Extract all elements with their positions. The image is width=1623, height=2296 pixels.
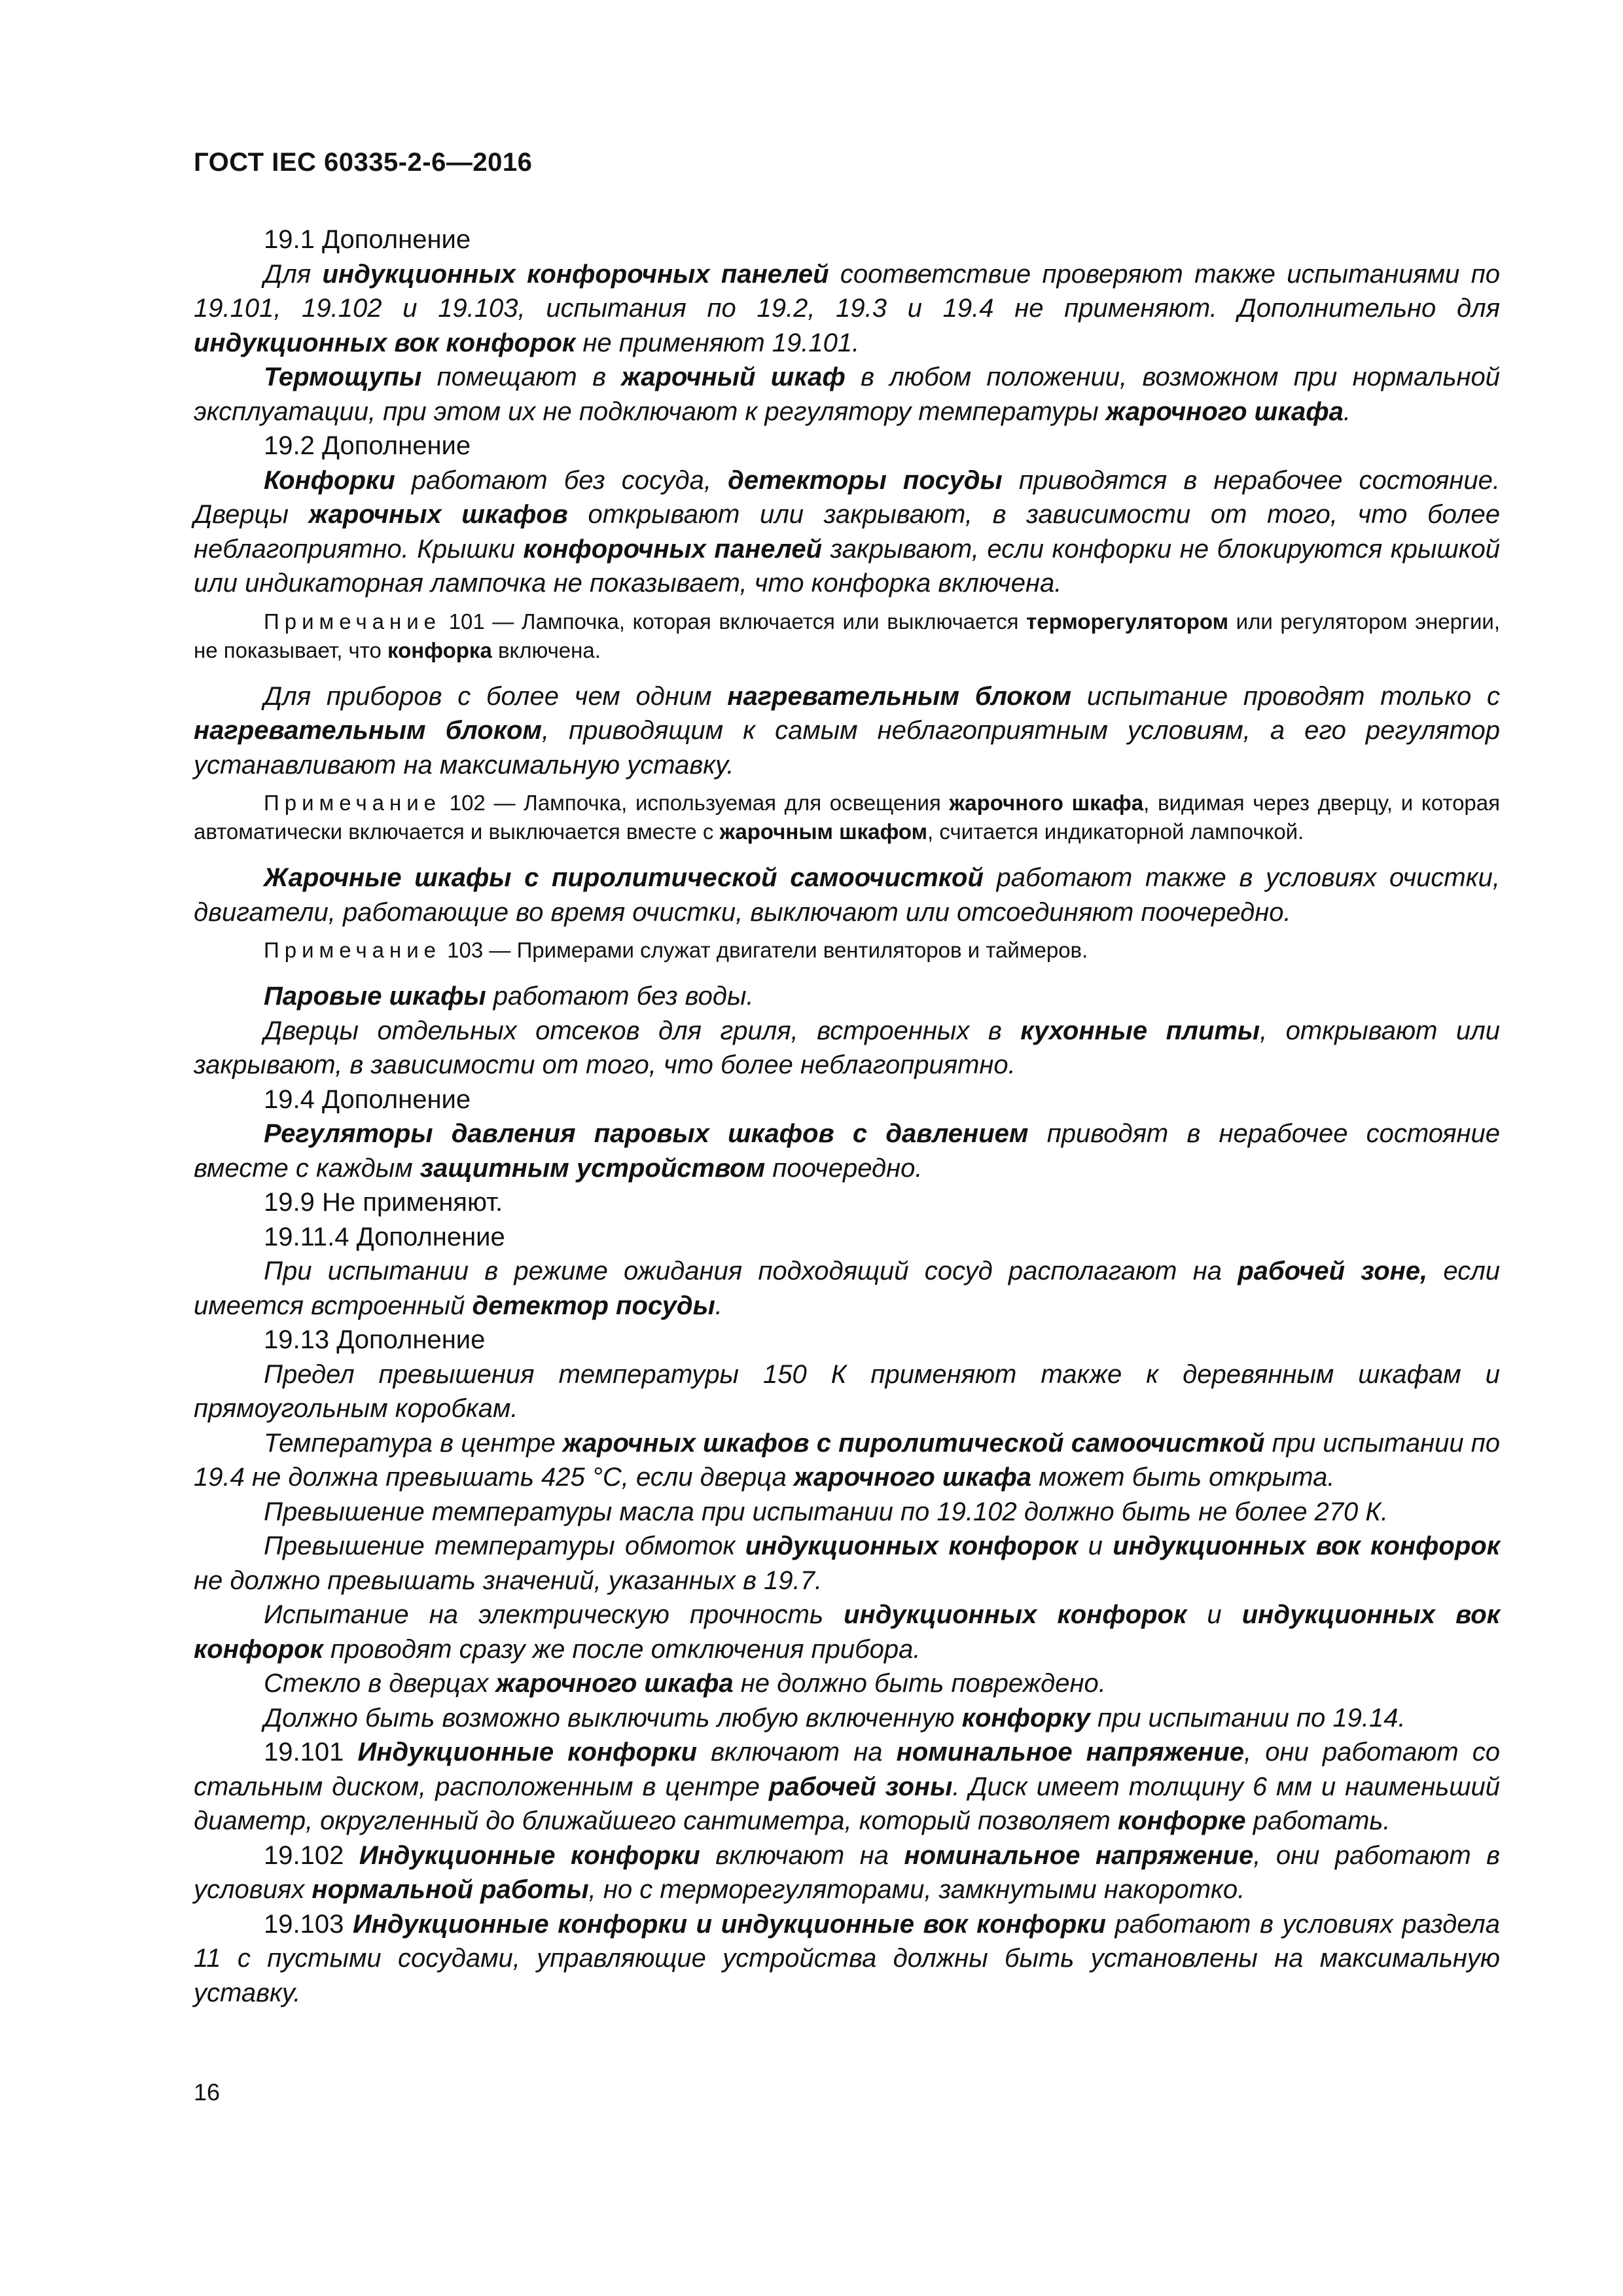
term: конфорку xyxy=(961,1703,1090,1732)
text-run: включают на xyxy=(700,1840,904,1870)
text-run: , открывают или закрывают, в зависимости от того, что более неблагоприятно. xyxy=(194,1016,1500,1079)
text-run: работать. xyxy=(1245,1806,1391,1835)
term: конфорке xyxy=(1117,1806,1246,1835)
body-paragraph xyxy=(194,1357,1500,1426)
text-run: 19.1 Дополнение xyxy=(264,225,471,254)
term: терморегулятором xyxy=(1026,609,1229,634)
text-run: проводят сразу же после отключения прибора. xyxy=(323,1634,921,1664)
body-paragraph xyxy=(194,1839,1500,1907)
text-run: закрывают, если конфорки не блокируются крышкой или индикаторная лампочка не показывает, что конфорка включена. xyxy=(194,534,1500,598)
note-label: Примечание xyxy=(264,609,442,634)
term: детектор посуды xyxy=(472,1291,715,1320)
section-heading xyxy=(194,223,1500,257)
body-paragraph xyxy=(194,1495,1500,1530)
term: индукционных конфорок xyxy=(844,1600,1187,1629)
text-run: соответствие проверяют также испытаниями по 19.101, 19.102 и 19.103, испытания по 19.2, 19.3 и 19.4 не применяют. Дополнительно для xyxy=(194,259,1501,323)
text-run: 19.11.4 Дополнение xyxy=(264,1222,505,1251)
text-run: поочередно. xyxy=(765,1153,923,1183)
term: Конфорки xyxy=(264,465,395,495)
note-paragraph xyxy=(194,789,1500,846)
text-run: Испытание на электрическую прочность xyxy=(264,1600,844,1629)
section-heading xyxy=(194,429,1500,463)
body-paragraph xyxy=(194,1701,1500,1736)
term: Индукционные конфорки и индукционные вок конфорки xyxy=(352,1909,1106,1939)
text-run: 102 — Лампочка, используемая для освещения xyxy=(441,791,950,815)
term: Жарочные шкафы с пиролитической самоочисткой xyxy=(264,863,984,892)
text-run: 19.4 Дополнение xyxy=(264,1085,471,1114)
body-paragraph xyxy=(194,257,1500,361)
term: индукционных конфорок xyxy=(745,1532,1079,1560)
term: Индукционные конфорки xyxy=(359,1840,700,1870)
text-run: Для приборов с более чем одним xyxy=(264,681,728,711)
term: индукционных вок конфорок xyxy=(1113,1532,1500,1560)
text-run: при испытании по 19.14. xyxy=(1090,1703,1406,1732)
section-heading xyxy=(194,1220,1500,1255)
text-run: Превышение температуры обмоток xyxy=(264,1532,745,1560)
term: Регуляторы давления паровых шкафов с давлением xyxy=(264,1119,1029,1148)
text-run: 19.13 Дополнение xyxy=(264,1325,486,1354)
term: жарочных шкафов xyxy=(308,500,568,529)
term: индукционных вок конфорок xyxy=(194,328,576,357)
text-run: 101 — Лампочка, которая включается или выключается xyxy=(441,609,1027,634)
body-paragraph xyxy=(194,360,1500,429)
text-run: Для xyxy=(264,259,323,289)
note-label: Примечание xyxy=(264,938,442,962)
text-run: 103 — Примерами служат двигатели вентиляторов и таймеров. xyxy=(441,938,1088,962)
term: защитным устройством xyxy=(419,1153,766,1183)
body-paragraph xyxy=(194,861,1500,929)
term: рабочей зоне, xyxy=(1238,1257,1428,1285)
text-run: Температура в центре xyxy=(264,1428,563,1458)
body-paragraph xyxy=(194,1666,1500,1701)
term: Индукционные конфорки xyxy=(357,1738,698,1767)
text-run: Предел превышения температуры 150 К применяют также к деревянным шкафам и прямоугольным коробкам. xyxy=(194,1359,1500,1423)
body-paragraph xyxy=(194,1735,1500,1839)
note-paragraph xyxy=(194,607,1500,665)
text-run: Превышение температуры масла при испытании по 19.102 должно быть не более 270 К. xyxy=(264,1497,1389,1526)
term: Паровые шкафы xyxy=(264,982,486,1011)
term: кухонные плиты xyxy=(1020,1016,1260,1045)
term: нагревательным блоком xyxy=(194,716,542,745)
text-run: , считается индикаторной лампочкой. xyxy=(927,819,1304,844)
clause-number: 19.102 xyxy=(264,1840,359,1870)
term: нагревательным блоком xyxy=(727,681,1072,711)
term: жарочного шкафа xyxy=(495,1669,734,1698)
body-paragraph xyxy=(194,1529,1500,1598)
body-paragraph xyxy=(194,1014,1500,1083)
text-run: , они работают в условиях xyxy=(194,1840,1501,1904)
text-run: приводят в нерабочее состояние вместе с каждым xyxy=(194,1119,1500,1183)
text-run: и xyxy=(1186,1600,1242,1629)
clause-number: 19.101 xyxy=(264,1738,358,1767)
text-run: не должно быть повреждено. xyxy=(733,1669,1106,1698)
note-label: Примечание xyxy=(264,791,442,815)
text-run: . Диск имеет толщину 6 мм и наименьший диаметр, округленный до ближайшего сантиметра, который позволяет xyxy=(194,1772,1501,1835)
text-run: , но с терморегуляторами, замкнутыми накоротко. xyxy=(588,1875,1245,1904)
text-run: помещают в xyxy=(421,363,622,391)
term: нормальной работы xyxy=(312,1875,589,1904)
text-run: При испытании в режиме ожидания подходящий сосуд располагают на xyxy=(264,1257,1238,1285)
text-run: Дверцы отдельных отсеков для гриля, встроенных в xyxy=(264,1016,1021,1045)
text-run: 19.9 Не применяют. xyxy=(264,1188,503,1217)
term: детекторы посуды xyxy=(728,465,1003,495)
text-run: может быть открыта. xyxy=(1031,1463,1335,1492)
term: жарочного шкафа xyxy=(1105,397,1344,426)
page-number: 16 xyxy=(194,2079,221,2106)
term: индукционных вок конфорок xyxy=(194,1600,1500,1664)
section-heading xyxy=(194,1083,1500,1117)
text-run: . xyxy=(1343,397,1351,426)
term: жарочного шкафа xyxy=(793,1463,1032,1492)
term: конфорочных панелей xyxy=(523,534,823,564)
text-run: открывают или закрывают, в зависимости от того, что более неблагоприятно. Крышки xyxy=(194,500,1501,564)
text-run: работают также в условиях очистки, двигатели, работающие во время очистки, выключают или отсоединяют поочередно. xyxy=(194,863,1500,927)
term: жарочным шкафом xyxy=(719,819,928,844)
text-run: работают без воды. xyxy=(486,982,754,1011)
term: рабочей зоны xyxy=(768,1772,953,1801)
section-heading xyxy=(194,1185,1500,1220)
text-run: работают без сосуда, xyxy=(395,465,728,495)
text-run: при испытании по 19.4 не должна превышать 425 °С, если дверца xyxy=(194,1428,1500,1492)
document-header: ГОСТ IEC 60335-2-6—2016 xyxy=(194,148,533,177)
body-paragraph xyxy=(194,979,1500,1014)
term: индукционных конфорочных панелей xyxy=(322,259,829,289)
text-run: в любом положении, возможном при нормальной эксплуатации, при этом их не подключают к регулятору температуры xyxy=(194,363,1501,426)
term: номинальное напряжение xyxy=(904,1840,1254,1870)
document-body xyxy=(194,223,1500,2010)
text-run: включают на xyxy=(697,1738,897,1767)
term: жарочный шкаф xyxy=(621,363,846,391)
text-run: работают в условиях раздела 11 с пустыми сосудами, управляющие устройства должны быть установлены на максимальную уставку. xyxy=(194,1909,1500,2007)
text-run: и xyxy=(1078,1532,1113,1560)
term: конфорка xyxy=(387,637,492,662)
term: номинальное напряжение xyxy=(896,1738,1245,1767)
body-paragraph xyxy=(194,1426,1500,1495)
text-run: не должно превышать значений, указанных в 19.7. xyxy=(194,1566,823,1595)
body-paragraph xyxy=(194,1117,1500,1185)
body-paragraph xyxy=(194,1598,1500,1666)
text-run: или регулятором энергии, не показывает, что xyxy=(194,609,1501,662)
body-paragraph xyxy=(194,1254,1500,1323)
text-run: , они работают со стальным диском, расположенным в центре xyxy=(194,1738,1500,1801)
text-run: Должно быть возможно выключить любую включенную xyxy=(264,1703,962,1732)
text-run: не применяют 19.101. xyxy=(575,328,860,357)
text-run: 19.2 Дополнение xyxy=(264,431,471,460)
text-run: приводятся в нерабочее состояние. Дверцы xyxy=(194,465,1500,529)
text-run: . xyxy=(715,1291,722,1320)
text-run: если имеется встроенный xyxy=(194,1257,1500,1320)
term: жарочных шкафов с пиролитической самоочисткой xyxy=(562,1428,1265,1458)
text-run: испытание проводят только с xyxy=(1071,681,1501,711)
text-run: Стекло в дверцах xyxy=(264,1669,496,1698)
text-run: , приводящим к самым неблагоприятным условиям, а его регулятор устанавливают на максимальную уставку. xyxy=(194,716,1500,780)
term: Термощупы xyxy=(264,363,422,391)
note-paragraph xyxy=(194,936,1500,965)
body-paragraph xyxy=(194,679,1500,783)
term: жарочного шкафа xyxy=(949,791,1144,815)
body-paragraph xyxy=(194,1907,1500,2011)
text-run: включена. xyxy=(491,637,601,662)
clause-number: 19.103 xyxy=(264,1909,353,1939)
body-paragraph xyxy=(194,463,1500,601)
section-heading xyxy=(194,1323,1500,1357)
text-run: , видимая через дверцу, и которая автоматически включается и выключается вместе с xyxy=(194,791,1500,844)
